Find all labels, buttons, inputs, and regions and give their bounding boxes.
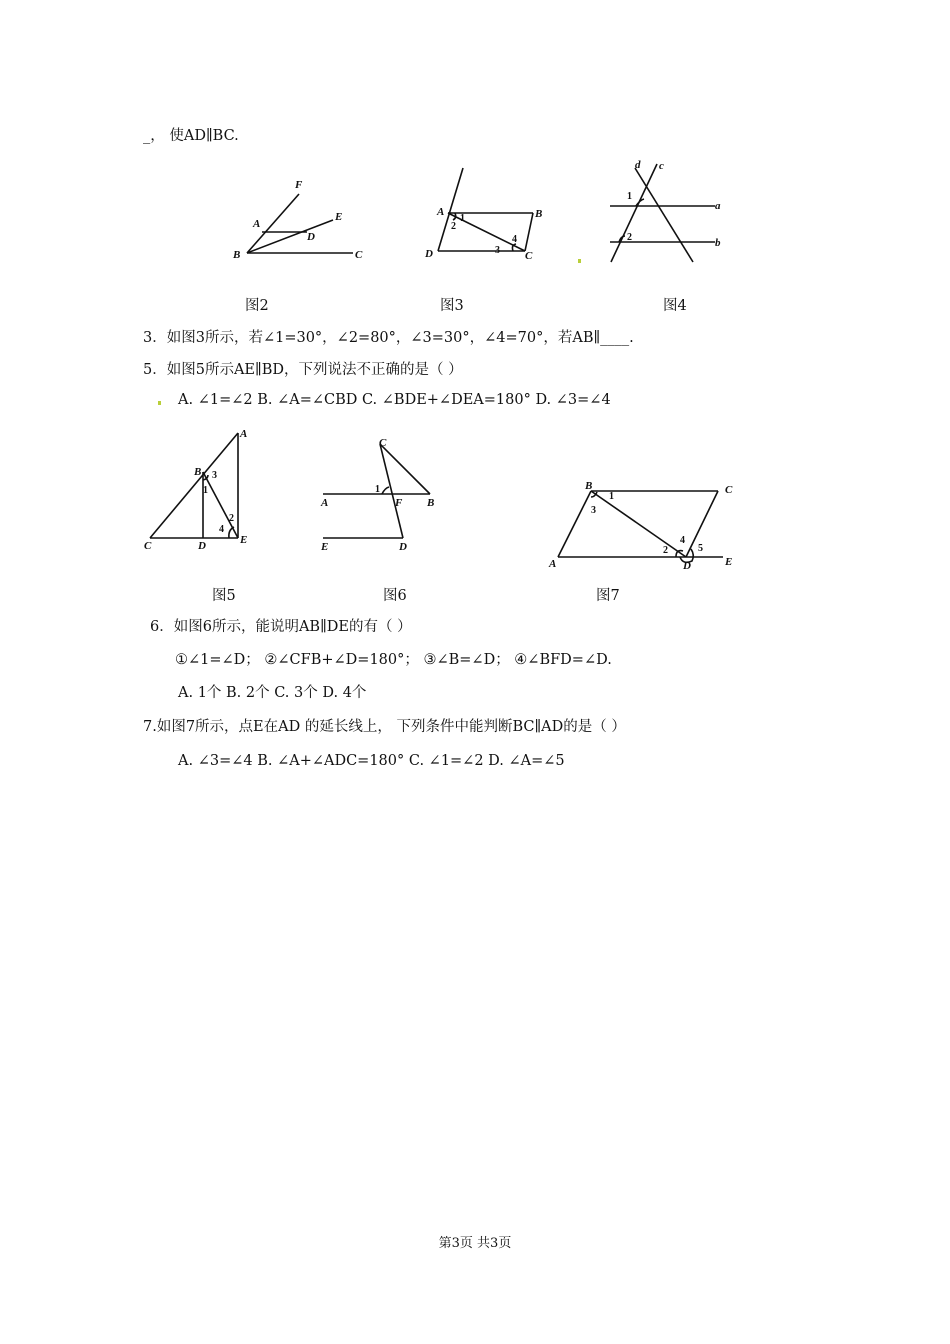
fig7-angle-4: 4 [680,535,685,546]
fig7-angle-2: 2 [663,545,668,556]
figure-7 [545,475,745,575]
fig7-angle-3: 3 [591,505,596,516]
fig5-label-C: C [144,540,152,552]
fig6-label-D: D [399,541,407,553]
fig2-label-A: A [253,218,261,230]
figure-2 [225,170,385,270]
fig3-angle-4: 4 [512,234,517,245]
question-7-options: A. ∠3=∠4 B. ∠A+∠ADC=180° C. ∠1=∠2 D. ∠A=∠5 [178,753,565,769]
fig6-label-A: A [321,497,329,509]
fig7-label-A: A [549,558,557,570]
caption-fig6: 图6 [383,588,407,604]
page-footer: 第3页 共3页 [438,1236,512,1251]
question-3: 3．如图3所示，若∠1=30°，∠2=80°，∠3=30°，∠4=70°，若AB∥____. [143,330,634,346]
fig6-label-F: F [395,497,403,509]
fig5-label-A: A [240,428,248,440]
fig3-angle-1: 1 [460,213,465,224]
caption-fig2: 图2 [245,298,269,314]
question-7: 7.如图7所示，点E在AD 的延长线上， 下列条件中能判断BC∥AD的是（ ） [143,719,626,735]
question-6: 6．如图6所示，能说明AB∥DE的有（ ） [150,619,412,635]
fig7-angle-5: 5 [698,543,703,554]
fig5-angle-2: 2 [229,513,234,524]
stray-mark [578,259,581,263]
fig2-label-B: B [233,249,241,261]
stray-mark [158,401,161,405]
fig3-label-D: D [425,248,433,260]
caption-fig5: 图5 [212,588,236,604]
fig7-label-B: B [585,480,593,492]
fig3-label-B: B [535,208,543,220]
fig2-label-D: D [307,231,315,243]
fig2-label-C: C [355,249,363,261]
fig5-angle-1: 1 [203,485,208,496]
fig2-label-E: E [335,211,343,223]
fig6-label-B: B [427,497,435,509]
caption-fig4: 图4 [663,298,687,314]
fig5-label-E: E [240,534,248,546]
figure-6 [315,430,450,555]
fig6-label-C: C [379,437,387,449]
question-6-options: A. 1个 B. 2个 C. 3个 D. 4个 [178,685,367,701]
fig5-angle-3: 3 [212,470,217,481]
fig5-label-B: B [194,466,202,478]
fig4-label-b: b [715,237,721,249]
fig5-label-D: D [198,540,206,552]
fig4-label-d: d [635,159,641,171]
fig3-angle-3: 3 [495,245,500,256]
question-6-items: ①∠1=∠D； ②∠CFB+∠D=180°； ③∠B=∠D； ④∠BFD=∠D. [175,652,612,668]
fig7-label-E: E [725,556,733,568]
fig5-angle-4: 4 [219,524,224,535]
caption-fig3: 图3 [440,298,464,314]
fig4-label-a: a [715,200,721,212]
fig7-label-C: C [725,484,733,496]
caption-fig7: 图7 [596,588,620,604]
fig7-angle-1: 1 [609,491,614,502]
fig7-label-D: D [683,560,691,572]
question-5: 5．如图5所示AE∥BD，下列说法不正确的是（ ） [143,362,463,378]
fig6-label-E: E [321,541,329,553]
fig6-angle-1: 1 [375,484,380,495]
fig3-label-A: A [437,206,445,218]
figure-5 [140,425,260,555]
figure-3 [415,165,555,265]
fig3-label-C: C [525,250,533,262]
fig3-angle-2: 2 [451,221,456,232]
fig2-label-F: F [295,179,303,191]
fig4-angle-2: 2 [627,232,632,243]
fig4-angle-1: 1 [627,191,632,202]
intro-line: _， 使AD∥BC. [143,128,239,144]
figure-4 [605,160,735,270]
question-5-options: A. ∠1=∠2 B. ∠A=∠CBD C. ∠BDE+∠DEA=180° D. ∠3=∠4 [178,392,611,408]
fig4-label-c: c [659,160,664,172]
